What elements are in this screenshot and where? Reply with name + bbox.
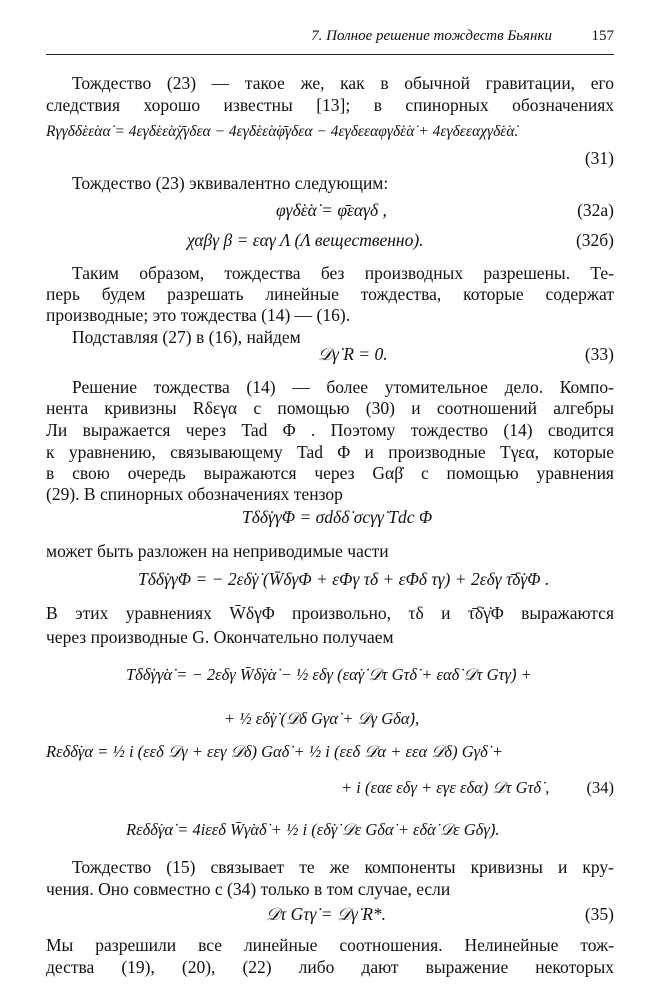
text-line: (29). В спинорных обозначениях тензор <box>46 484 343 504</box>
running-header <box>46 28 614 52</box>
text-line: Таким образом, тождества без производных разрешены. Те- <box>72 263 614 283</box>
header-rule <box>46 54 614 55</box>
formula: + i (εαε εδγ + εγε εδα) 𝒟τ Gτδ̇ , <box>341 778 550 797</box>
equation-number: (32а) <box>577 200 614 220</box>
text-line: Тождество (23) — такое же, как в обычной гравитации, его <box>72 73 614 93</box>
equation-34-line-2 <box>46 707 614 731</box>
formula: 𝒟γ̇ R = 0. <box>318 344 388 364</box>
formula: χαβγ β = εαγ Λ (Λ вещественно). <box>187 230 424 250</box>
formula: φγ̇δ̇ε̇α̇ = φ̄εαγδ , <box>276 200 387 220</box>
equation-31-number-row <box>46 146 614 170</box>
equation-tensor-decomposition <box>46 567 614 591</box>
text-line: в свою очередь выражаются через Gαβ̇ с помощью уравнения <box>46 463 614 483</box>
equation-32a <box>46 198 614 222</box>
equation-34-line-1 <box>46 663 614 687</box>
equation-34-line-5 <box>46 818 614 842</box>
formula: Tδδ̇γγ̇Φ = − 2εδ̇γ̇ (W̄δγΦ + εΦγ τδ + εΦδ τγ) + 2εδγ τ̄δ̇γ̇Φ . <box>138 569 550 589</box>
text-line: Тождество (15) связывает те же компоненты кривизны и кру- <box>72 857 614 877</box>
text-line: следствия хорошо известны [13]; в спинорных обозначениях <box>46 95 614 115</box>
text-line: Тождество (23) эквивалентно следующим: <box>72 173 389 193</box>
text-line: Мы разрешили все линейные соотношения. Нелинейные тож- <box>46 935 614 955</box>
formula: Rεδδ̇γα̇ = 4iεεδ W̄γ̇α̇δ̇ + ½ i (εδ̇γ̇ 𝒟ε Gδα̇ + εδ̇α̇ 𝒟ε Gδγ̇). <box>126 820 500 839</box>
equation-number: (31) <box>584 148 614 168</box>
text-line: В этих уравнениях W̄δγΦ произвольно, τδ и τ̄δ̇γ̇Φ выражаются <box>46 603 614 623</box>
running-title: 7. Полное решение тождеств Бьянки <box>311 28 552 44</box>
equation-33 <box>46 342 614 366</box>
equation-tensor <box>46 505 614 529</box>
text-line: Решение тождества (14) — более утомительное дело. Компо- <box>72 377 614 397</box>
equation-number: (33) <box>584 344 614 364</box>
formula: Rγγ̇δδ̇εε̇αα̇ = 4εγ̇δ̇εε̇α̇χ̄γδεα − 4εγ̇δ̇εε̇α̇φ̄γδεα − 4εγδεεαφγ̇δ̇ε̇α̇ + 4εγδεεαχγ̇δ̇ε̇α̇. <box>46 123 519 140</box>
formula: Rεδδ̇γα = ½ i (εεδ 𝒟γ + εεγ 𝒟δ) Gαδ̇ + ½ i (εεδ 𝒟α + εεα 𝒟δ) Gγδ̇ + <box>46 742 504 761</box>
equation-number: (32б) <box>575 230 614 250</box>
page-number: 157 <box>591 28 614 44</box>
formula: + ½ εδ̇γ̇ (𝒟δ Gγα̇ + 𝒟γ Gδα̇), <box>224 709 420 728</box>
equation-35 <box>46 902 614 926</box>
equation-34-line-4 <box>46 776 614 800</box>
text-line: Подставляя (27) в (16), найдем <box>72 327 301 347</box>
equation-34-line-3 <box>46 740 614 764</box>
formula: Tδδ̇γγ̇α̇ = − 2εδγ W̄δ̇γ̇α̇ − ½ εδγ (εα̇γ̇ 𝒟τ Gτδ̇ + εα̇δ̇ 𝒟τ Gτγ̇) + <box>126 665 532 684</box>
text-line: производные; это тождества (14) — (16). <box>46 305 351 325</box>
text-line: перь будем разрешать линейные тождества, которые содержат <box>46 284 614 304</box>
text-line: дества (19), (20), (22) либо дают выражение некоторых <box>46 957 614 977</box>
text-line: через производные G. Окончательно получаем <box>46 627 394 647</box>
text-line: нента кривизны Rδεγα с помощью (30) и соотношений алгебры <box>46 398 614 418</box>
equation-number: (35) <box>584 904 614 924</box>
text-line: чения. Оно совместно с (34) только в том случае, если <box>46 879 451 899</box>
equation-number: (34) <box>586 778 614 797</box>
equation-31 <box>46 120 614 144</box>
equation-32b <box>46 228 614 252</box>
text-line: Ли выражается через Tad Φ . Поэтому тождество (14) сводится <box>46 420 614 440</box>
text-line: может быть разложен на неприводимые части <box>46 541 389 561</box>
text-line: к уравнению, связывающему Tad Φ и производные Tγεα, которые <box>46 442 614 462</box>
formula: Tδδ̇γγ̇Φ = σdδδ̇ σcγγ̇ Tdc Φ <box>242 507 433 527</box>
formula: 𝒟τ Gτγ̇ = 𝒟γ̇ R*. <box>266 904 387 924</box>
